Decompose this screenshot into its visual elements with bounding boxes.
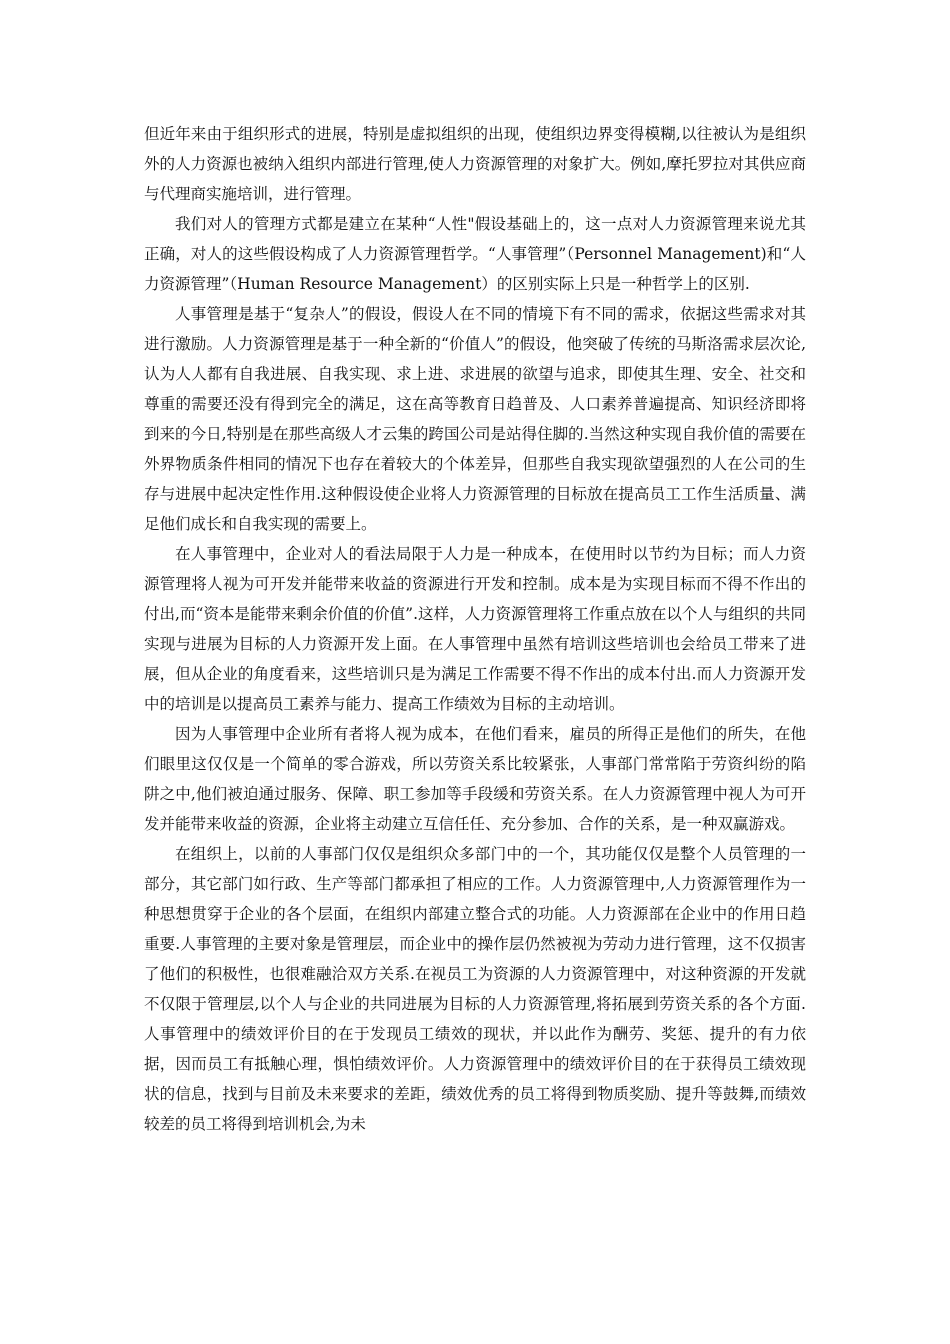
document-body xyxy=(144,119,806,1139)
paragraph-3: 人事管理是基于“复杂人”的假设，假设人在不同的情境下有不同的需求，依据这些需求对其进行激励。人力资源管理是基于一种全新的“价值人”的假设，他突破了传统的马斯洛需求层次论,认为人人都有自我进展、自我实现、求上进、求进展的欲望与追求，即使其生理、安全、社交和尊重的需要还没有得到完全的满足，这在高等教育日趋普及、人口素养普遍提高、知识经济即将到来的今日,特别是在那些高级人才云集的跨国公司是站得住脚的.当然这种实现自我价值的需要在外界物质条件相同的情况下也存在着较大的个体差异，但那些自我实现欲望强烈的人在公司的生存与进展中起决定性作用.这种假设使企业将人力资源管理的目标放在提高员工工作生活质量、满足他们成长和自我实现的需要上。 xyxy=(144,305,806,533)
paragraph-1: 但近年来由于组织形式的进展，特别是虚拟组织的出现，使组织边界变得模糊,以往被认为是组织外的人力资源也被纳入组织内部进行管理,使人力资源管理的对象扩大。例如,摩托罗拉对其供应商与代理商实施培训，进行管理。 xyxy=(144,125,806,203)
paragraph-6: 在组织上，以前的人事部门仅仅是组织众多部门中的一个，其功能仅仅是整个人员管理的一部分，其它部门如行政、生产等部门都承担了相应的工作。人力资源管理中,人力资源管理作为一种思想贯穿于企业的各个层面，在组织内部建立整合式的功能。人力资源部在企业中的作用日趋重要.人事管理的主要对象是管理层，而企业中的操作层仍然被视为劳动力进行管理，这不仅损害了他们的积极性，也很难融洽双方关系.在视员工为资源的人力资源管理中，对这种资源的开发就不仅限于管理层,以个人与企业的共同进展为目标的人力资源管理,将拓展到劳资关系的各个方面.人事管理中的绩效评价目的在于发现员工绩效的现状，并以此作为酬劳、奖惩、提升的有力依据，因而员工有抵触心理，惧怕绩效评价。人力资源管理中的绩效评价目的在于获得员工绩效现状的信息，找到与目前及未来要求的差距，绩效优秀的员工将得到物质奖励、提升等鼓舞,而绩效较差的员工将得到培训机会,为未 xyxy=(144,845,806,1133)
paragraph-5: 因为人事管理中企业所有者将人视为成本，在他们看来，雇员的所得正是他们的所失，在他们眼里这仅仅是一个简单的零合游戏，所以劳资关系比较紧张，人事部门常常陷于劳资纠纷的陷阱之中,他们被迫通过服务、保障、职工参加等手段缓和劳资关系。在人力资源管理中视人为可开发并能带来收益的资源，企业将主动建立互信任任、充分参加、合作的关系，是一种双赢游戏。 xyxy=(144,725,806,833)
paragraph-4: 在人事管理中，企业对人的看法局限于人力是一种成本，在使用时以节约为目标；而人力资源管理将人视为可开发并能带来收益的资源进行开发和控制。成本是为实现目标而不得不作出的付出,而“资本是能带来剩余价值的价值”.这样，人力资源管理将工作重点放在以个人与组织的共同实现与进展为目标的人力资源开发上面。在人事管理中虽然有培训这些培训也会给员工带来了进展，但从企业的角度看来，这些培训只是为满足工作需要不得不作出的成本付出.而人力资源开发中的培训是以提高员工素养与能力、提高工作绩效为目标的主动培训。 xyxy=(144,545,806,713)
paragraph-2: 我们对人的管理方式都是建立在某种“人性"假设基础上的，这一点对人力资源管理来说尤其正确，对人的这些假设构成了人力资源管理哲学。“人事管理”（Personnel Management)和“人力资源管理”（Human Resource Management）的区别实际上只是一种哲学上的区别. xyxy=(144,215,806,293)
